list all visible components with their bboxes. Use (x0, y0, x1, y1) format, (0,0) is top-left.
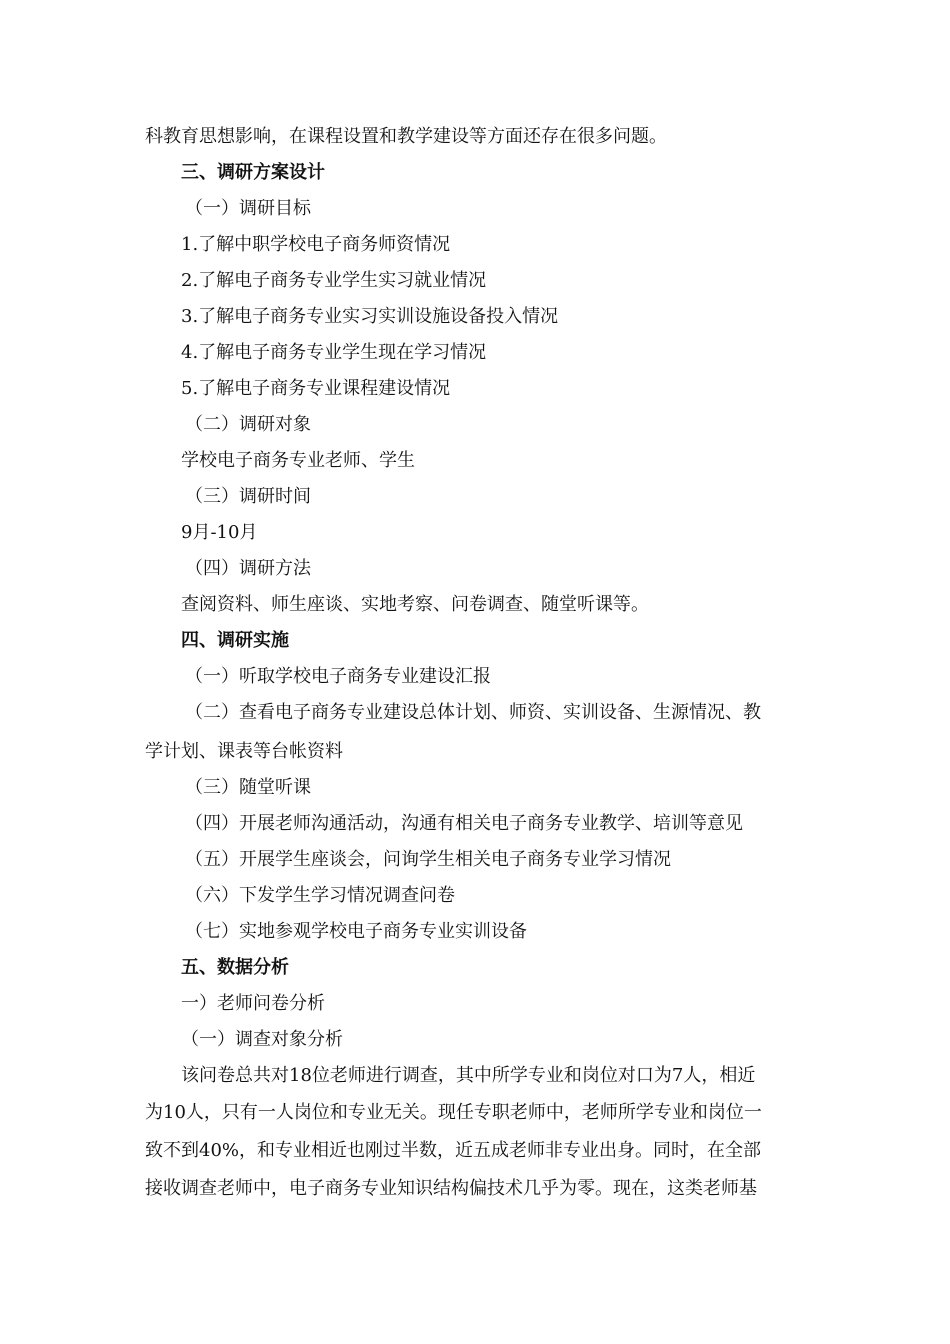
paragraph-line: 查阅资料、师生座谈、实地考察、问卷调查、随堂听课等。 (181, 594, 649, 615)
section-heading: 五、数据分析 (181, 957, 289, 978)
subsection-heading: （一）调查对象分析 (181, 1029, 343, 1050)
paragraph-line: 学计划、课表等台帐资料 (145, 741, 343, 762)
list-item: （三）随堂听课 (185, 777, 311, 798)
paragraph-line: 9月-10月 (181, 522, 258, 543)
list-item: （一）听取学校电子商务专业建设汇报 (185, 666, 491, 687)
subsection-heading: （二）调研对象 (185, 414, 311, 435)
section-heading: 三、调研方案设计 (181, 162, 325, 183)
subsection-heading: （一）调研目标 (185, 198, 311, 219)
section-heading: 四、调研实施 (181, 630, 289, 651)
list-item: （四）开展老师沟通活动，沟通有相关电子商务专业教学、培训等意见 (185, 813, 743, 834)
paragraph-line: 为10人，只有一人岗位和专业无关。现任专职老师中，老师所学专业和岗位一 (145, 1102, 762, 1123)
paragraph-line: 学校电子商务专业老师、学生 (181, 450, 415, 471)
list-item: 4.了解电子商务专业学生现在学习情况 (181, 342, 487, 363)
paragraph-line: 该问卷总共对18位老师进行调查，其中所学专业和岗位对口为7人，相近 (181, 1065, 756, 1086)
paragraph-line: 接收调查老师中，电子商务专业知识结构偏技术几乎为零。现在，这类老师基 (145, 1178, 757, 1199)
list-item: （二）查看电子商务专业建设总体计划、师资、实训设备、生源情况、教 (185, 702, 761, 723)
subsection-heading: （四）调研方法 (185, 558, 311, 579)
list-item: （六）下发学生学习情况调查问卷 (185, 885, 455, 906)
list-item: 5.了解电子商务专业课程建设情况 (181, 378, 451, 399)
subsection-heading: 一）老师问卷分析 (181, 993, 325, 1014)
list-item: （七）实地参观学校电子商务专业实训设备 (185, 921, 527, 942)
subsection-heading: （三）调研时间 (185, 486, 311, 507)
list-item: 2.了解电子商务专业学生实习就业情况 (181, 270, 487, 291)
list-item: 3.了解电子商务专业实习实训设施设备投入情况 (181, 306, 559, 327)
paragraph-line: 科教育思想影响，在课程设置和教学建设等方面还存在很多问题。 (145, 126, 667, 147)
paragraph-line: 致不到40%，和专业相近也刚过半数，近五成老师非专业出身。同时，在全部 (145, 1140, 762, 1161)
list-item: 1.了解中职学校电子商务师资情况 (181, 234, 451, 255)
list-item: （五）开展学生座谈会，问询学生相关电子商务专业学习情况 (185, 849, 671, 870)
